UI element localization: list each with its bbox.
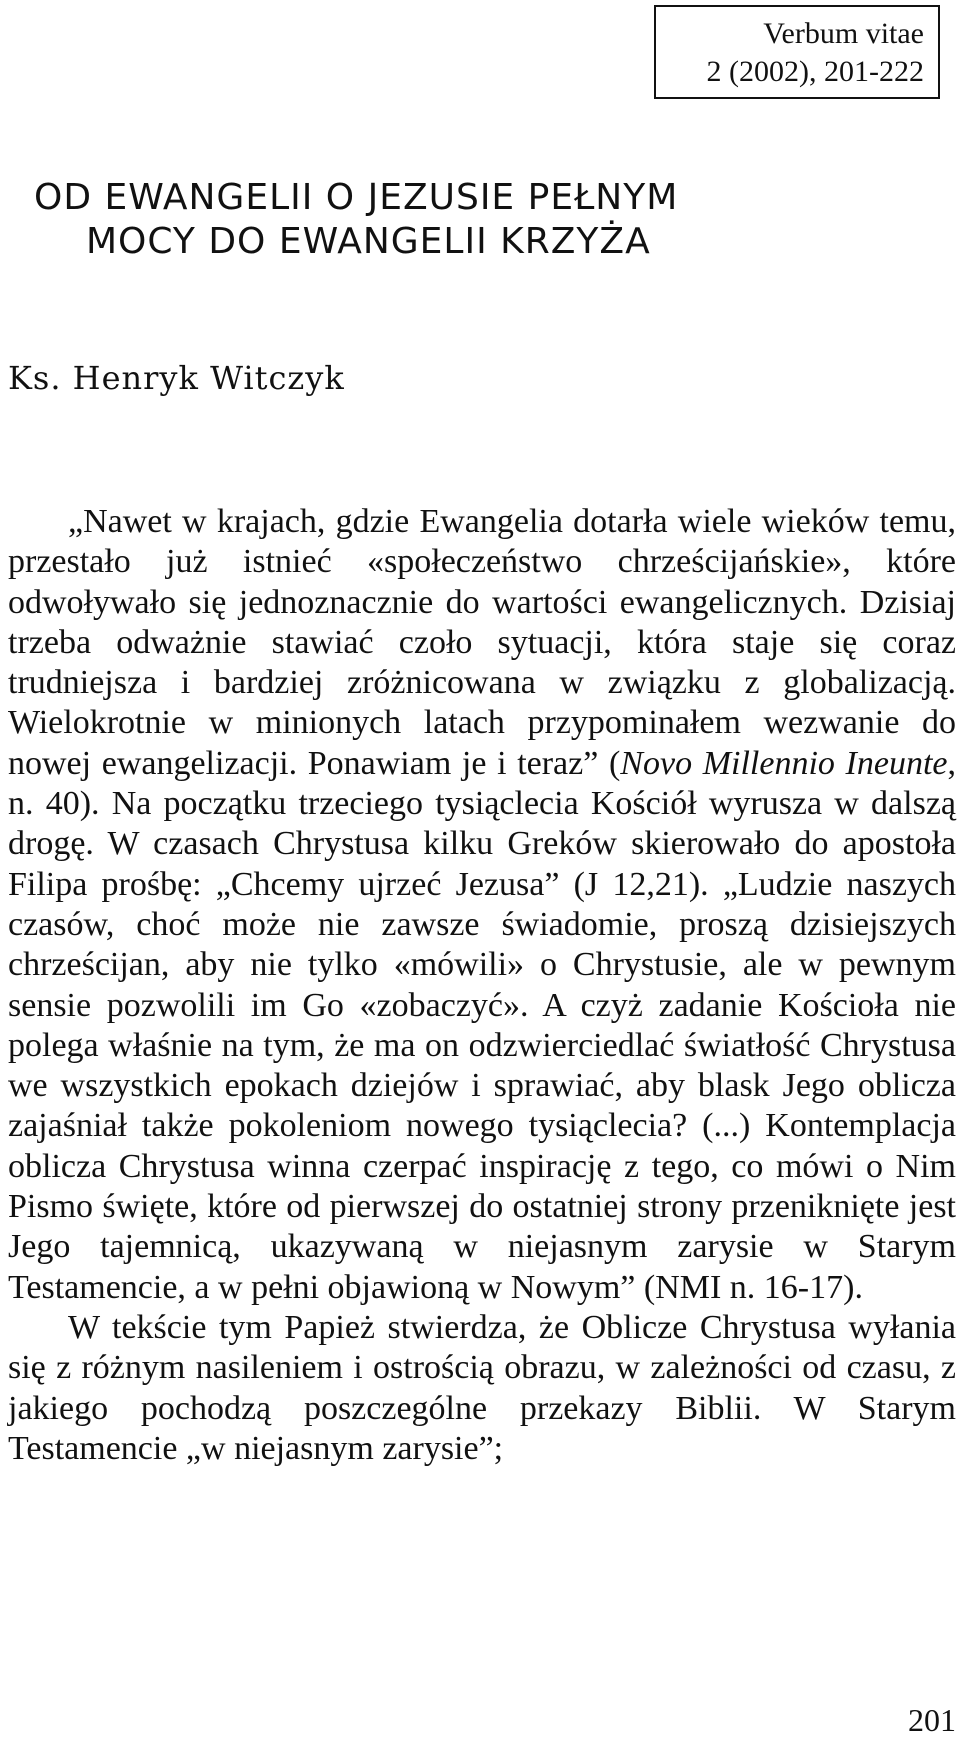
paragraph-1: [8, 502, 956, 1308]
journal-issue: 2 (2002), 201-222: [706, 55, 924, 88]
journal-citation-box: [654, 5, 940, 99]
paragraph-1-text-a: „Nawet w krajach, gdzie Ewangelia dotarła wiele wieków temu, przestało już istnieć «społeczeństwo chrześcijańskie», które odwoływało się jednoznacznie do wartości ewangelicznych. Dzisiaj trzeba odważnie stawiać czoło sytuacji, która staje się coraz trudniejsza i bardziej zróżnicowana w związku z globalizacją. Wielokrotnie w minionych latach przypominałem wezwanie do nowej ewangelizacji. Ponawiam je i teraz” (: [8, 503, 956, 782]
article-author: Ks. Henryk Witczyk: [8, 359, 345, 397]
article-title-line-1: OD EWANGELII O JEZUSIE PEŁNYM: [34, 177, 679, 218]
article-body: [8, 502, 956, 1469]
paragraph-1-italic-title: Novo Millennio Ineunte: [620, 744, 948, 782]
article-title-line-2: MOCY DO EWANGELII KRZYŻA: [86, 221, 651, 262]
journal-name: Verbum vitae: [763, 17, 924, 50]
page-number: 201: [908, 1702, 956, 1738]
paragraph-1-text-b: , n. 40). Na początku trzeciego tysiąclecia Kościół wyrusza w dalszą drogę. W czasach Chrystusa kilku Greków skierowało do apostoła Filipa prośbę: „Chcemy ujrzeć Jezusa” (J 12,21). „Ludzie naszych czasów, choć może nie zawsze świadomie, proszą dzisiejszych chrześcijan, aby nie tylko «mówili» o Chrystusie, ale w pewnym sensie pozwolili im Go «zobaczyć». A czyż zadanie Kościoła nie polega właśnie na tym, że ma on odzwierciedlać światłość Chrystusa we wszystkich epokach dziejów i sprawiać, aby blask Jego oblicza zajaśniał także pokoleniom nowego tysiąclecia? (...) Kontemplacja oblicza Chrystusa winna czerpać inspirację z tego, co mówi o Nim Pismo święte, które od pierwszej do ostatniej strony przeniknięte jest Jego tajemnicą, ukazywaną w niejasnym zarysie w Starym Testamencie, a w pełni objawioną w Nowym” (NMI n. 16-17).: [8, 744, 956, 1306]
article-title: [34, 176, 934, 264]
paragraph-2: W tekście tym Papież stwierdza, że Oblicze Chrystusa wyłania się z różnym nasileniem i ostrością obrazu, w zależności od czasu, z jakiego pochodzą poszczególne przekazy Biblii. W Starym Testamencie „w niejasnym zarysie”;: [8, 1308, 956, 1467]
